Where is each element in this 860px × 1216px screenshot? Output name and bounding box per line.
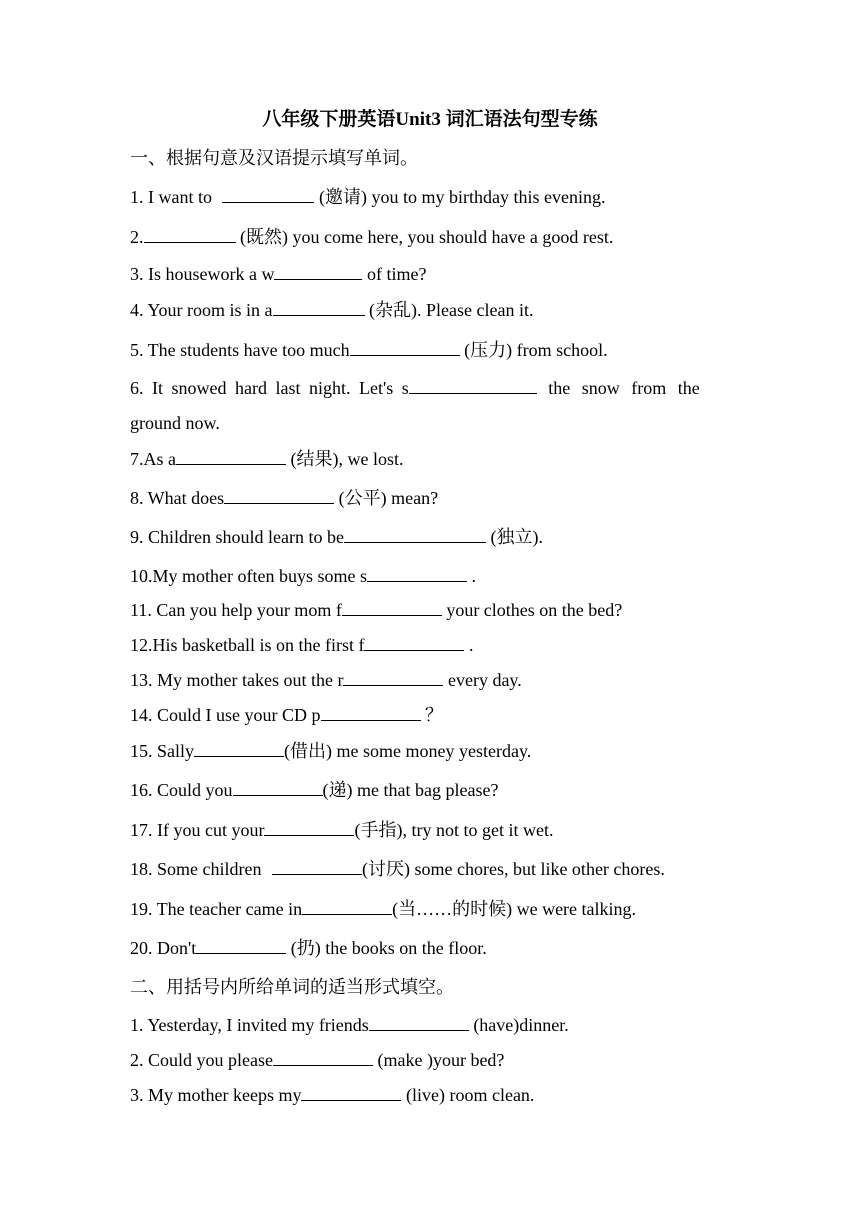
question-text: (讨厌) some chores, but like other chores. <box>361 859 665 879</box>
worksheet-title: 八年级下册英语Unit3 词汇语法句型专练 <box>262 109 598 130</box>
answer-blank[interactable] <box>321 704 421 721</box>
question-text: 5. The students have too much <box>130 340 350 360</box>
question-text: 3. Is housework a w <box>130 264 275 284</box>
question-text: 1. I want to <box>130 187 217 207</box>
question-text: . <box>466 566 476 586</box>
answer-blank[interactable] <box>196 937 286 954</box>
question-text: the snow from the <box>536 378 700 398</box>
question-text: (杂乱). Please clean it. <box>364 300 534 320</box>
answer-blank[interactable] <box>273 299 365 316</box>
question-4 <box>130 298 730 322</box>
answer-blank[interactable] <box>233 779 323 796</box>
question-text: 16. Could you <box>130 780 233 800</box>
question-text: ？ <box>420 705 443 725</box>
question-text: 1. Yesterday, I invited my friends <box>130 1015 369 1035</box>
answer-blank[interactable] <box>409 377 537 394</box>
question-text: (手指), try not to get it wet. <box>354 820 554 840</box>
question-11 <box>130 598 730 622</box>
question-15 <box>130 739 730 763</box>
answer-blank[interactable] <box>367 565 467 582</box>
section2-heading: 二、用括号内所给单词的适当形式填空。 <box>130 977 454 997</box>
answer-blank[interactable] <box>224 487 334 504</box>
answer-blank[interactable] <box>344 526 486 543</box>
question-text: (独立). <box>485 527 543 547</box>
question-13 <box>130 668 730 692</box>
question-text: every day. <box>443 670 522 690</box>
question-text: (当……的时候) we were talking. <box>392 899 637 919</box>
question-text: 3. My mother keeps my <box>130 1085 302 1105</box>
answer-blank[interactable] <box>176 448 286 465</box>
answer-blank[interactable] <box>342 599 442 616</box>
question-text: (既然) you come here, you should have a good rest. <box>235 227 614 247</box>
section2-question-3 <box>130 1083 730 1107</box>
answer-blank[interactable] <box>222 186 314 203</box>
question-20 <box>130 936 730 960</box>
question-text: (公平) mean? <box>334 488 439 508</box>
section2-question-2 <box>130 1048 730 1072</box>
question-text: (结果), we lost. <box>286 449 404 469</box>
question-text: of time? <box>362 264 427 284</box>
question-text: 15. Sally <box>130 741 195 761</box>
question-text: (借出) me some money yesterday. <box>284 741 532 761</box>
question-text: 7.As a <box>130 449 176 469</box>
question-text: (have)dinner. <box>468 1015 569 1035</box>
question-text: 11. Can you help your mom f <box>130 600 342 620</box>
question-text: 10.My mother often buys some s <box>130 566 367 586</box>
question-19 <box>130 897 730 921</box>
question-text: (扔) the books on the floor. <box>286 938 487 958</box>
question-text: (压力) from school. <box>459 340 608 360</box>
question-14 <box>130 703 730 727</box>
question-text: 9. Children should learn to be <box>130 527 344 547</box>
answer-blank[interactable] <box>301 1084 401 1101</box>
answer-blank[interactable] <box>144 226 236 243</box>
question-16 <box>130 778 730 802</box>
question-text: 2. Could you please <box>130 1050 273 1070</box>
question-text: 8. What does <box>130 488 225 508</box>
question-text: 18. Some children <box>130 859 266 879</box>
answer-blank[interactable] <box>273 1049 373 1066</box>
answer-blank[interactable] <box>350 339 460 356</box>
question-2 <box>130 225 730 249</box>
question-text: 13. My mother takes out the r <box>130 670 344 690</box>
question-text: 4. Your room is in a <box>130 300 273 320</box>
answer-blank[interactable] <box>264 819 354 836</box>
question-8 <box>130 486 730 510</box>
question-text: 17. If you cut your <box>130 820 265 840</box>
question-5 <box>130 338 730 362</box>
question-6 <box>130 376 730 400</box>
question-10 <box>130 564 730 588</box>
question-1 <box>130 185 730 209</box>
answer-blank[interactable] <box>343 669 443 686</box>
question-17 <box>130 818 730 842</box>
question-text: your clothes on the bed? <box>441 600 623 620</box>
question-9 <box>130 525 730 549</box>
answer-blank[interactable] <box>194 740 284 757</box>
question-text: 6. It snowed hard last night. Let's s <box>130 378 409 398</box>
answer-blank[interactable] <box>274 263 362 280</box>
answer-blank[interactable] <box>302 898 392 915</box>
section2-question-1 <box>130 1013 730 1037</box>
answer-blank[interactable] <box>369 1014 469 1031</box>
section1-heading: 一、根据句意及汉语提示填写单词。 <box>130 148 418 168</box>
question-3 <box>130 262 730 286</box>
question-text: 19. The teacher came in <box>130 899 303 919</box>
answer-blank[interactable] <box>364 634 464 651</box>
question-text: (递) me that bag please? <box>322 780 499 800</box>
question-text: 20. Don't <box>130 938 197 958</box>
question-text: 14. Could I use your CD p <box>130 705 321 725</box>
question-18 <box>130 857 730 881</box>
question-text: (live) room clean. <box>401 1085 535 1105</box>
question-text: . <box>464 635 474 655</box>
question-6-continued: ground now. <box>130 413 220 433</box>
question-12 <box>130 633 730 657</box>
question-text: (邀请) you to my birthday this evening. <box>314 187 606 207</box>
question-text: (make )your bed? <box>372 1050 505 1070</box>
question-text: 12.His basketball is on the first f <box>130 635 365 655</box>
answer-blank[interactable] <box>272 858 362 875</box>
question-text: 2. <box>130 227 144 247</box>
question-7 <box>130 447 730 471</box>
